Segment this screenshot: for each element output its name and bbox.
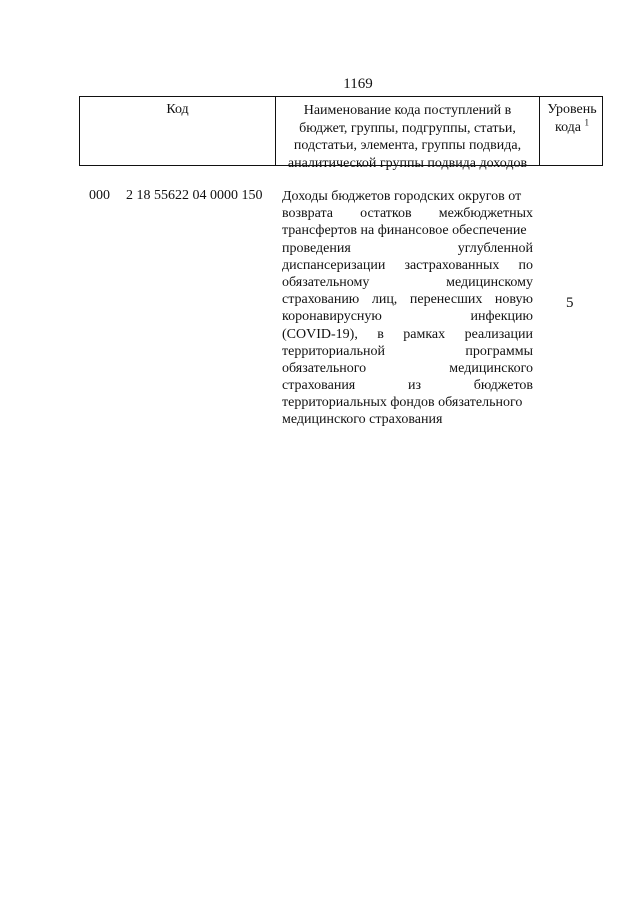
- description-line: медицинского страхования: [282, 412, 443, 428]
- description-line: проведения углубленной: [282, 240, 533, 256]
- row-level: 5: [566, 295, 574, 311]
- footnote-marker: 1: [584, 116, 590, 127]
- row-description: [282, 188, 533, 429]
- description-line: обязательного медицинского: [282, 360, 533, 376]
- description-line: Доходы бюджетов городских округов от: [282, 189, 522, 204]
- header-name-line: Наименование кода поступлений в: [303, 103, 512, 118]
- description-line: страхованию лиц, перенесших новую: [282, 292, 533, 308]
- header-name-line: подстатьи, элемента, группы подвида,: [293, 138, 522, 153]
- description-line: территориальных фондов обязательного: [282, 395, 523, 411]
- header-code: Код: [166, 102, 189, 117]
- description-line: (COVID-19), в рамках реализации: [282, 326, 533, 342]
- header-level-code-text: кода: [554, 119, 582, 135]
- header-level-word: Уровень: [547, 102, 597, 117]
- header-level-code: [540, 116, 604, 137]
- header-name-line: аналитической группы подвида доходов: [287, 155, 528, 171]
- description-line: территориальной программы: [282, 343, 533, 359]
- table-header: [79, 96, 603, 171]
- description-line: возврата остатков межбюджетных: [282, 206, 533, 222]
- description-line: трансфертов на финансовое обеспечение: [282, 223, 527, 239]
- header-name-line: бюджет, группы, подгруппы, статьи,: [299, 120, 516, 136]
- description-line: коронавирусную инфекцию: [282, 309, 533, 325]
- header-level: [539, 97, 604, 165]
- header-name: [275, 97, 539, 171]
- row-admin-code: 000: [89, 188, 110, 203]
- page-number: 1169: [343, 76, 373, 92]
- description-line: обязательному медицинскому: [282, 274, 533, 290]
- description-line: страхования из бюджетов: [282, 378, 533, 394]
- row-income-code: 2 18 55622 04 0000 150: [126, 188, 263, 203]
- description-line: диспансеризации застрахованных по: [282, 257, 533, 273]
